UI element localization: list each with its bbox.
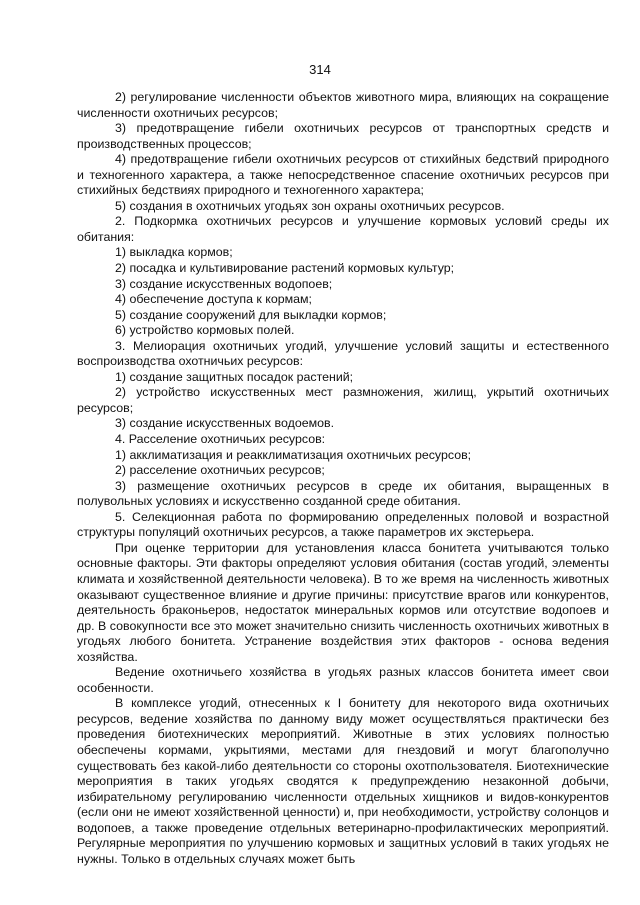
paragraph: При оценке территории для установления класса бонитета учитываются только основные факторы. Эти факторы определяют условия обитания (состав угодий, элементы климата и хозяйственной деятельности человека). В то же время на численность животных оказывают существенное влияние и другие причины: присутствие врагов или конкурентов, деятельность браконьеров, недостаток минеральных кормов или отсутствие водопоев и др. В совокупности все это может значительно снизить численность охотничьих животных в угодьях любого бонитета. Устранение воздействия этих факторов - основа ведения хозяйства. [77, 540, 609, 664]
paragraph: 3) размещение охотничьих ресурсов в среде их обитания, выращенных в полувольных условиях и искусственно созданной среде обитания. [77, 478, 609, 509]
page-content [77, 90, 609, 867]
paragraph: 5. Селекционная работа по формированию определенных половой и возрастной структуры популяций охотничьих ресурсов, а также параметров их экстерьера. [77, 509, 609, 540]
paragraph: 6) устройство кормовых полей. [115, 323, 295, 338]
paragraph: 4. Расселение охотничьих ресурсов: [115, 432, 326, 447]
paragraph: 3) создание искусственных водоемов. [115, 416, 335, 431]
paragraph: 5) создания в охотничьих угодьях зон охраны охотничьих ресурсов. [115, 198, 505, 213]
paragraph: 3. Мелиорация охотничьих угодий, улучшение условий защиты и естественного воспроизводства охотничьих ресурсов: [77, 338, 609, 369]
paragraph: 1) создание защитных посадок растений; [115, 369, 354, 384]
paragraph: 1) выкладка кормов; [115, 245, 233, 260]
paragraph: 3) создание искусственных водопоев; [115, 276, 333, 291]
paragraph: 2) посадка и культивирование растений кормовых культур; [115, 261, 455, 276]
paragraph: 2. Подкормка охотничьих ресурсов и улучшение кормовых условий среды их обитания: [77, 214, 609, 244]
paragraph: 1) акклиматизация и реакклиматизация охотничьих ресурсов; [115, 447, 472, 462]
paragraph: 4) предотвращение гибели охотничьих ресурсов от стихийных бедствий природного и техногенного характера, а также непосредственное спасение охотничьих ресурсов при стихийных бедствиях природного и техногенного характера; [77, 152, 609, 198]
paragraph: 3) предотвращение гибели охотничьих ресурсов от транспортных средств и производственных процессов; [77, 121, 609, 151]
paragraph: 2) регулирование численности объектов животного мира, влияющих на сокращение численности охотничьих ресурсов; [77, 90, 609, 120]
paragraph: Ведение охотничьего хозяйства в угодьях разных классов бонитета имеет свои особенности. [77, 665, 609, 695]
paragraph: В комплексе угодий, отнесенных к I бонитету для некоторого вида охотничьих ресурсов, ведение хозяйства по данному виду может осуществляться практически без проведения биотехнических мероприятий. Животные в этих условиях полностью обеспечены кормами, укрытиями, местами для гнездовий и могут благополучно существовать без какой-либо деятельности со стороны охотпользователя. Биотехнические мероприятия в таких угодьях сводятся к предупреждению незаконной добычи, избирательному регулированию численности отдельных хищников и видов-конкурентов (если они не имеют хозяйственной ценности) и, при необходимости, устройству солонцов и водопоев, а также проведение отдельных ветеринарно-профилактических мероприятий. Регулярные мероприятия по улучшению кормовых и защитных условий в таких угодьях не нужны. Только в отдельных случаях может быть [77, 696, 609, 866]
page-number: 314 [309, 62, 331, 77]
paragraph: 4) обеспечение доступа к кормам; [115, 292, 312, 307]
paragraph: 5) создание сооружений для выкладки кормов; [115, 307, 387, 322]
paragraph: 2) расселение охотничьих ресурсов; [115, 463, 325, 478]
paragraph: 2) устройство искусственных мест размножения, жилищ, укрытий охотничьих ресурсов; [77, 385, 609, 415]
